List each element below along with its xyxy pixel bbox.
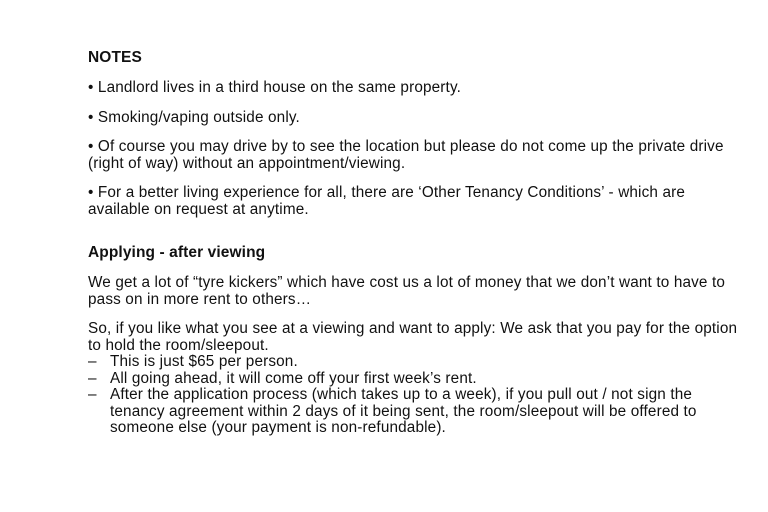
list-item-text: This is just $65 per person. [110, 353, 298, 370]
notes-heading: NOTES [88, 49, 142, 66]
dash-marker: – [88, 369, 97, 387]
dash-marker: – [88, 386, 97, 403]
list-item [88, 387, 738, 437]
list-item-text: After the application process (which takes up to a week), if you pull out / not sign the tenancy agreement within 2 days of it being sent, the room/sleepout will be offered to someone else (your payment is non-refundable). [110, 386, 697, 436]
note-item: • Smoking/vaping outside only. [88, 108, 300, 126]
applying-paragraph: So, if you like what you see at a viewing and want to apply: We ask that you pay for the option to hold the room/sleepout. [88, 320, 738, 354]
applying-conditions-list [88, 354, 738, 437]
note-item: • Landlord lives in a third house on the same property. [88, 79, 462, 96]
note-item: • Of course you may drive by to see the location but please do not come up the private drive (right of way) without an appointment/viewing. [88, 138, 724, 172]
applying-paragraph: We get a lot of “tyre kickers” which have cost us a lot of money that we don’t want to have to pass on in more rent to others… [88, 274, 726, 308]
dash-marker: – [88, 353, 97, 370]
note-item: • For a better living experience for all, there are ‘Other Tenancy Conditions’ - which are available on request at anytime. [88, 184, 686, 218]
document-body [88, 49, 738, 437]
applying-heading: Applying - after viewing [88, 244, 266, 261]
list-item [88, 354, 738, 371]
list-item [88, 371, 738, 388]
list-item-text: All going ahead, it will come off your first week’s rent. [110, 369, 477, 387]
